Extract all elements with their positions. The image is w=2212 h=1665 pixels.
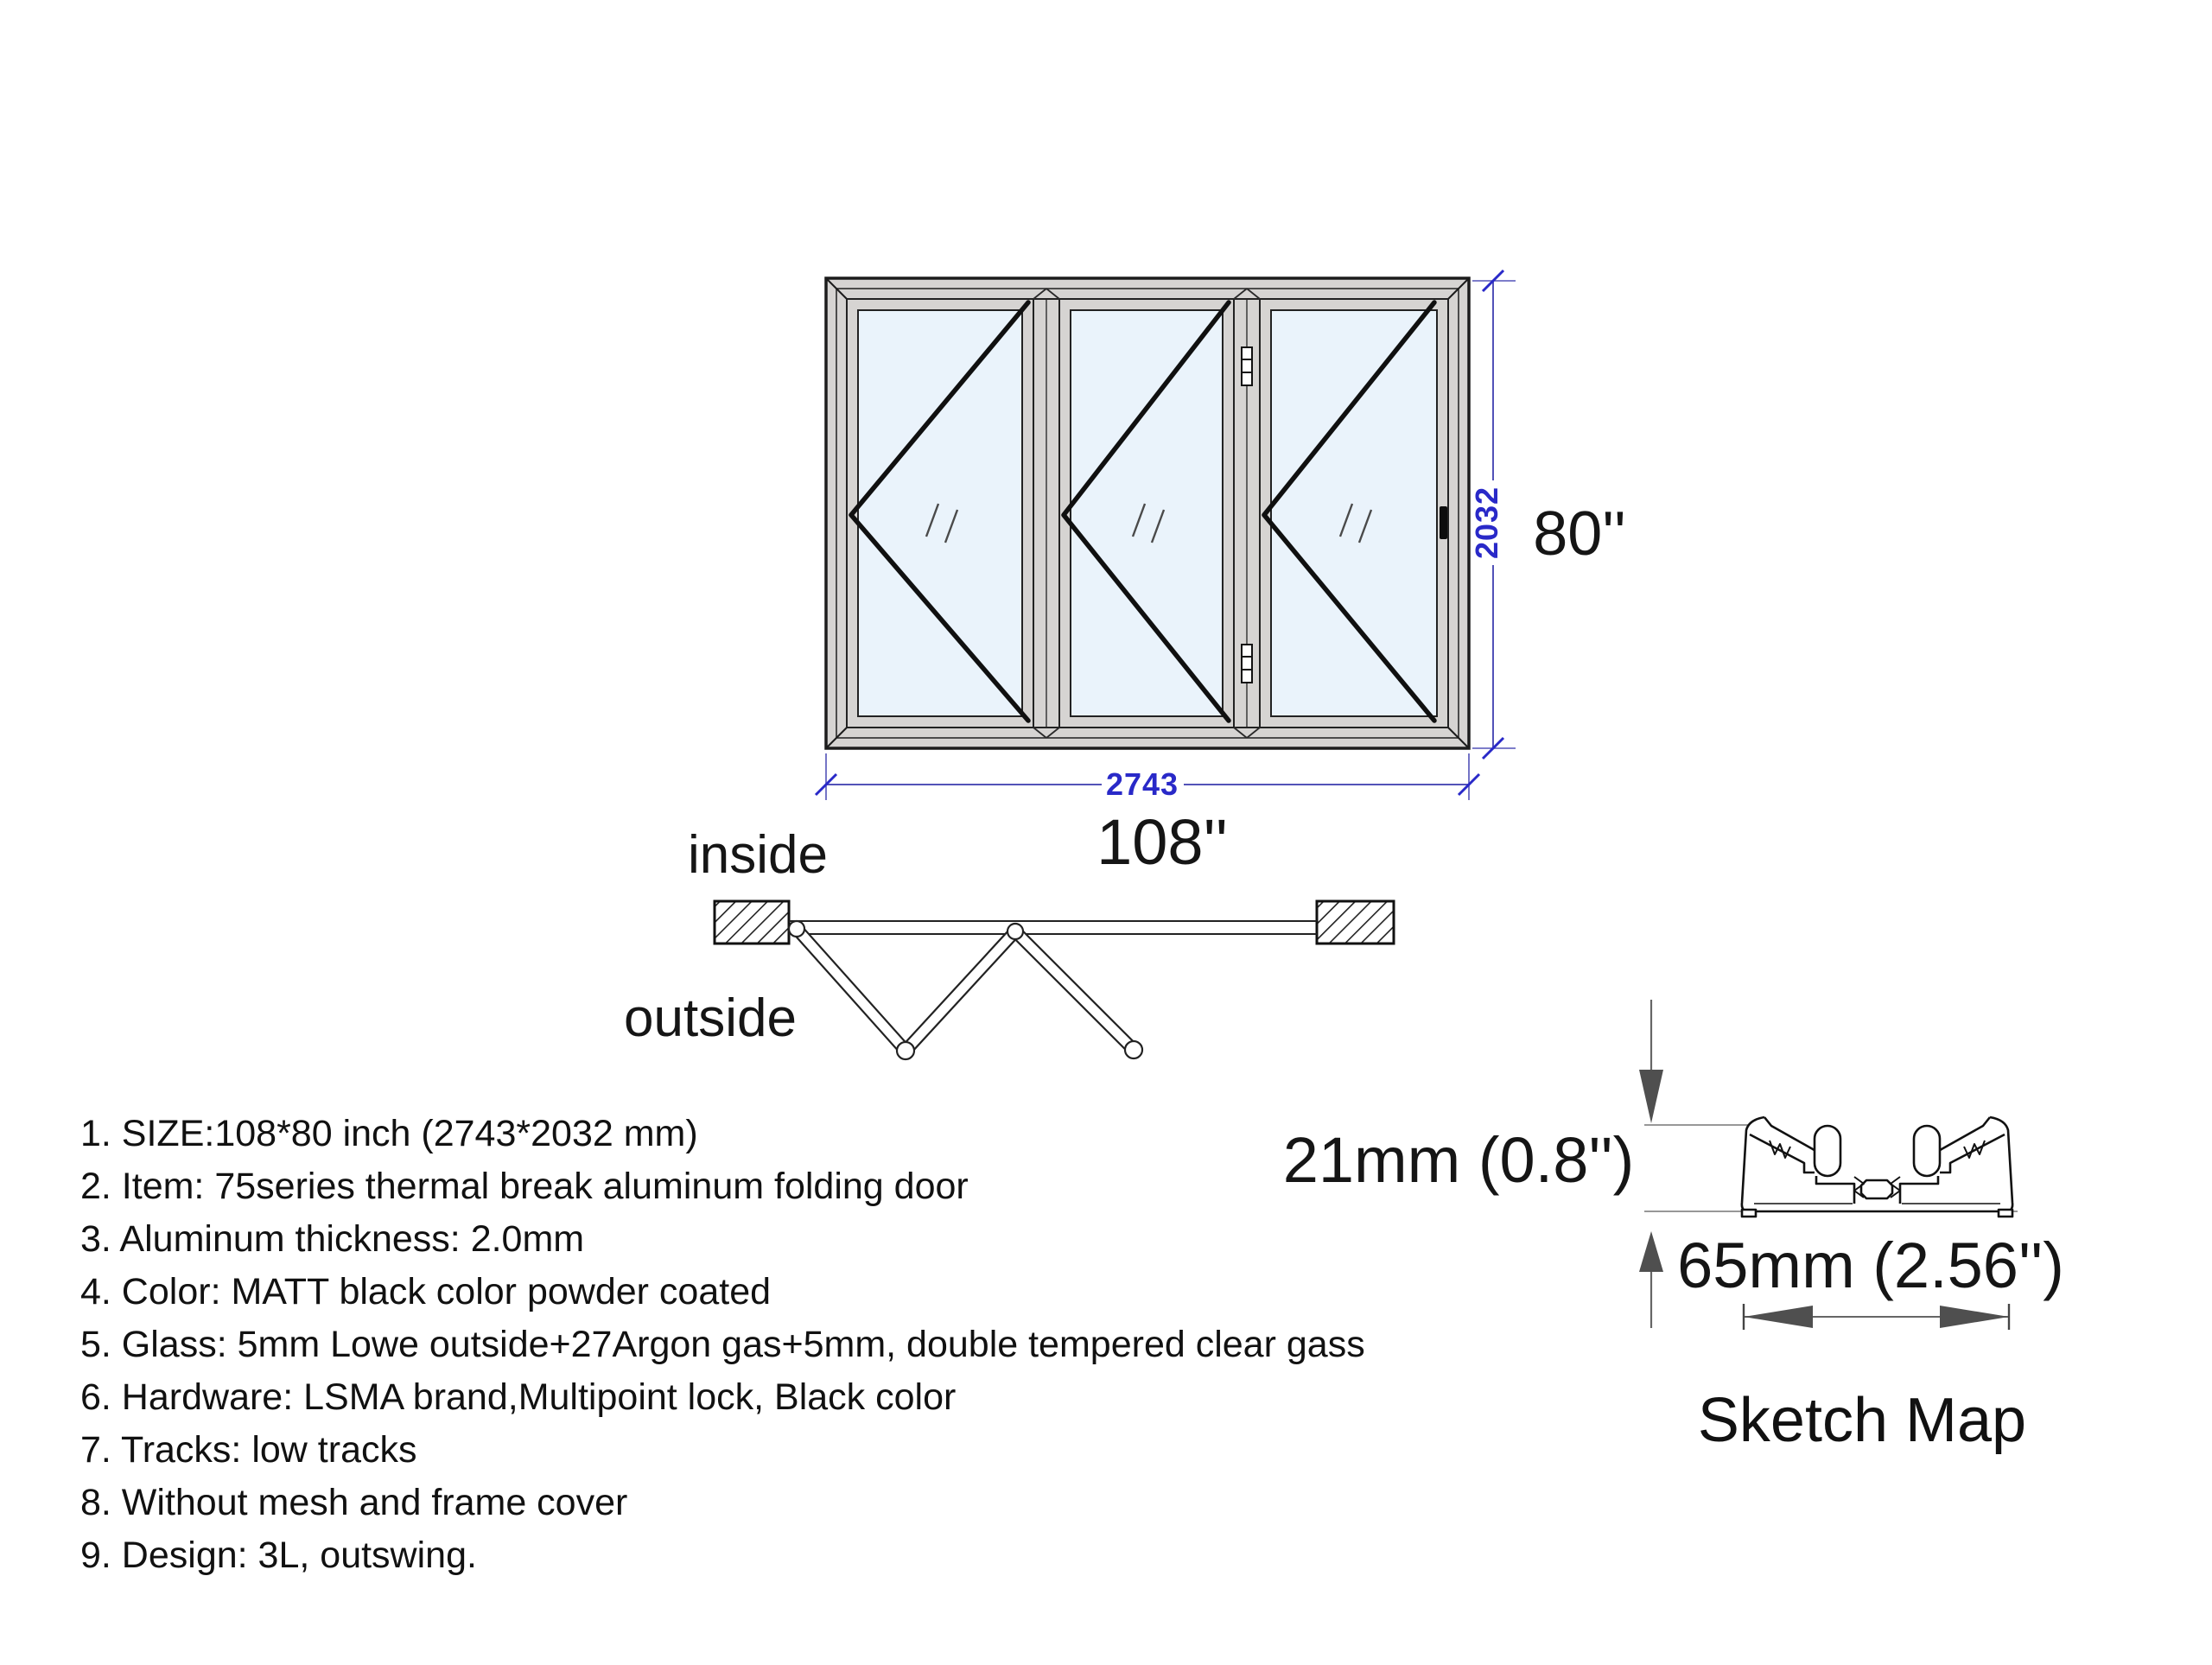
spec-line-6: 6. Hardware: LSMA brand,Multipoint lock, Black color — [80, 1376, 957, 1418]
hinge-top-icon — [1242, 347, 1252, 385]
spec-line-4: 4. Color: MATT black color powder coated — [80, 1271, 772, 1312]
height-mm-label: 2032 — [1469, 486, 1504, 560]
wall-hatch-left — [715, 901, 789, 944]
spec-line-2: 2. Item: 75series thermal break aluminum folding door — [80, 1166, 969, 1207]
inside-label: inside — [688, 825, 828, 885]
spec-line-8: 8. Without mesh and frame cover — [80, 1482, 628, 1523]
track-width-dimension — [1744, 1304, 2009, 1330]
sketch-map-title: Sketch Map — [1697, 1386, 2027, 1455]
profile-foot-right — [1999, 1210, 2012, 1217]
roller-right — [1914, 1126, 1940, 1176]
track-profile-drawing — [1742, 1117, 2012, 1217]
spec-line-7: 7. Tracks: low tracks — [80, 1429, 417, 1471]
glass-panel-2 — [1071, 310, 1223, 716]
track-lines — [789, 921, 1317, 934]
pivot-fold-2 — [1125, 1041, 1142, 1058]
glass-panel-1 — [858, 310, 1022, 716]
spec-line-5: 5. Glass: 5mm Lowe outside+27Argon gas+5mm, double tempered clear gass — [80, 1324, 1365, 1365]
panel-strut-1 — [792, 925, 910, 1055]
spec-line-1: 1. SIZE:108*80 inch (2743*2032 mm) — [80, 1113, 698, 1154]
outside-label: outside — [624, 988, 797, 1048]
pivot-fold-1 — [897, 1042, 914, 1059]
plan-view — [624, 825, 1394, 1059]
width-mm-label: 2743 — [1105, 766, 1179, 802]
door-elevation-drawing — [826, 278, 1469, 748]
folding-panel-struts — [789, 921, 1142, 1059]
track-height-label: 21mm (0.8'') — [1282, 1124, 1635, 1196]
roller-left — [1815, 1126, 1840, 1176]
center-connector — [1861, 1180, 1892, 1198]
hinge-bottom-icon — [1242, 645, 1252, 683]
arrow-down-icon — [1639, 1070, 1663, 1123]
pivot-track — [1007, 924, 1023, 939]
wall-hatch-right — [1317, 901, 1394, 944]
track-width-label: 65mm (2.56'') — [1677, 1230, 2064, 1301]
handle-icon — [1440, 506, 1447, 539]
panel-strut-3 — [1011, 927, 1137, 1053]
panel-strut-2 — [901, 928, 1020, 1055]
profile-foot-left — [1742, 1210, 1756, 1217]
width-inch-label: 108'' — [1096, 806, 1228, 878]
spec-line-9: 9. Design: 3L, outswing. — [80, 1535, 477, 1576]
height-inch-label: 80'' — [1533, 499, 1626, 569]
arrow-right-icon — [1940, 1306, 2009, 1328]
arrow-left-icon — [1744, 1306, 1813, 1328]
spec-list — [80, 1108, 1428, 1582]
pivot-left — [789, 921, 804, 937]
spec-line-3: 3. Aluminum thickness: 2.0mm — [80, 1218, 585, 1260]
glass-panel-3 — [1271, 310, 1437, 716]
arrow-up-icon — [1639, 1231, 1663, 1272]
